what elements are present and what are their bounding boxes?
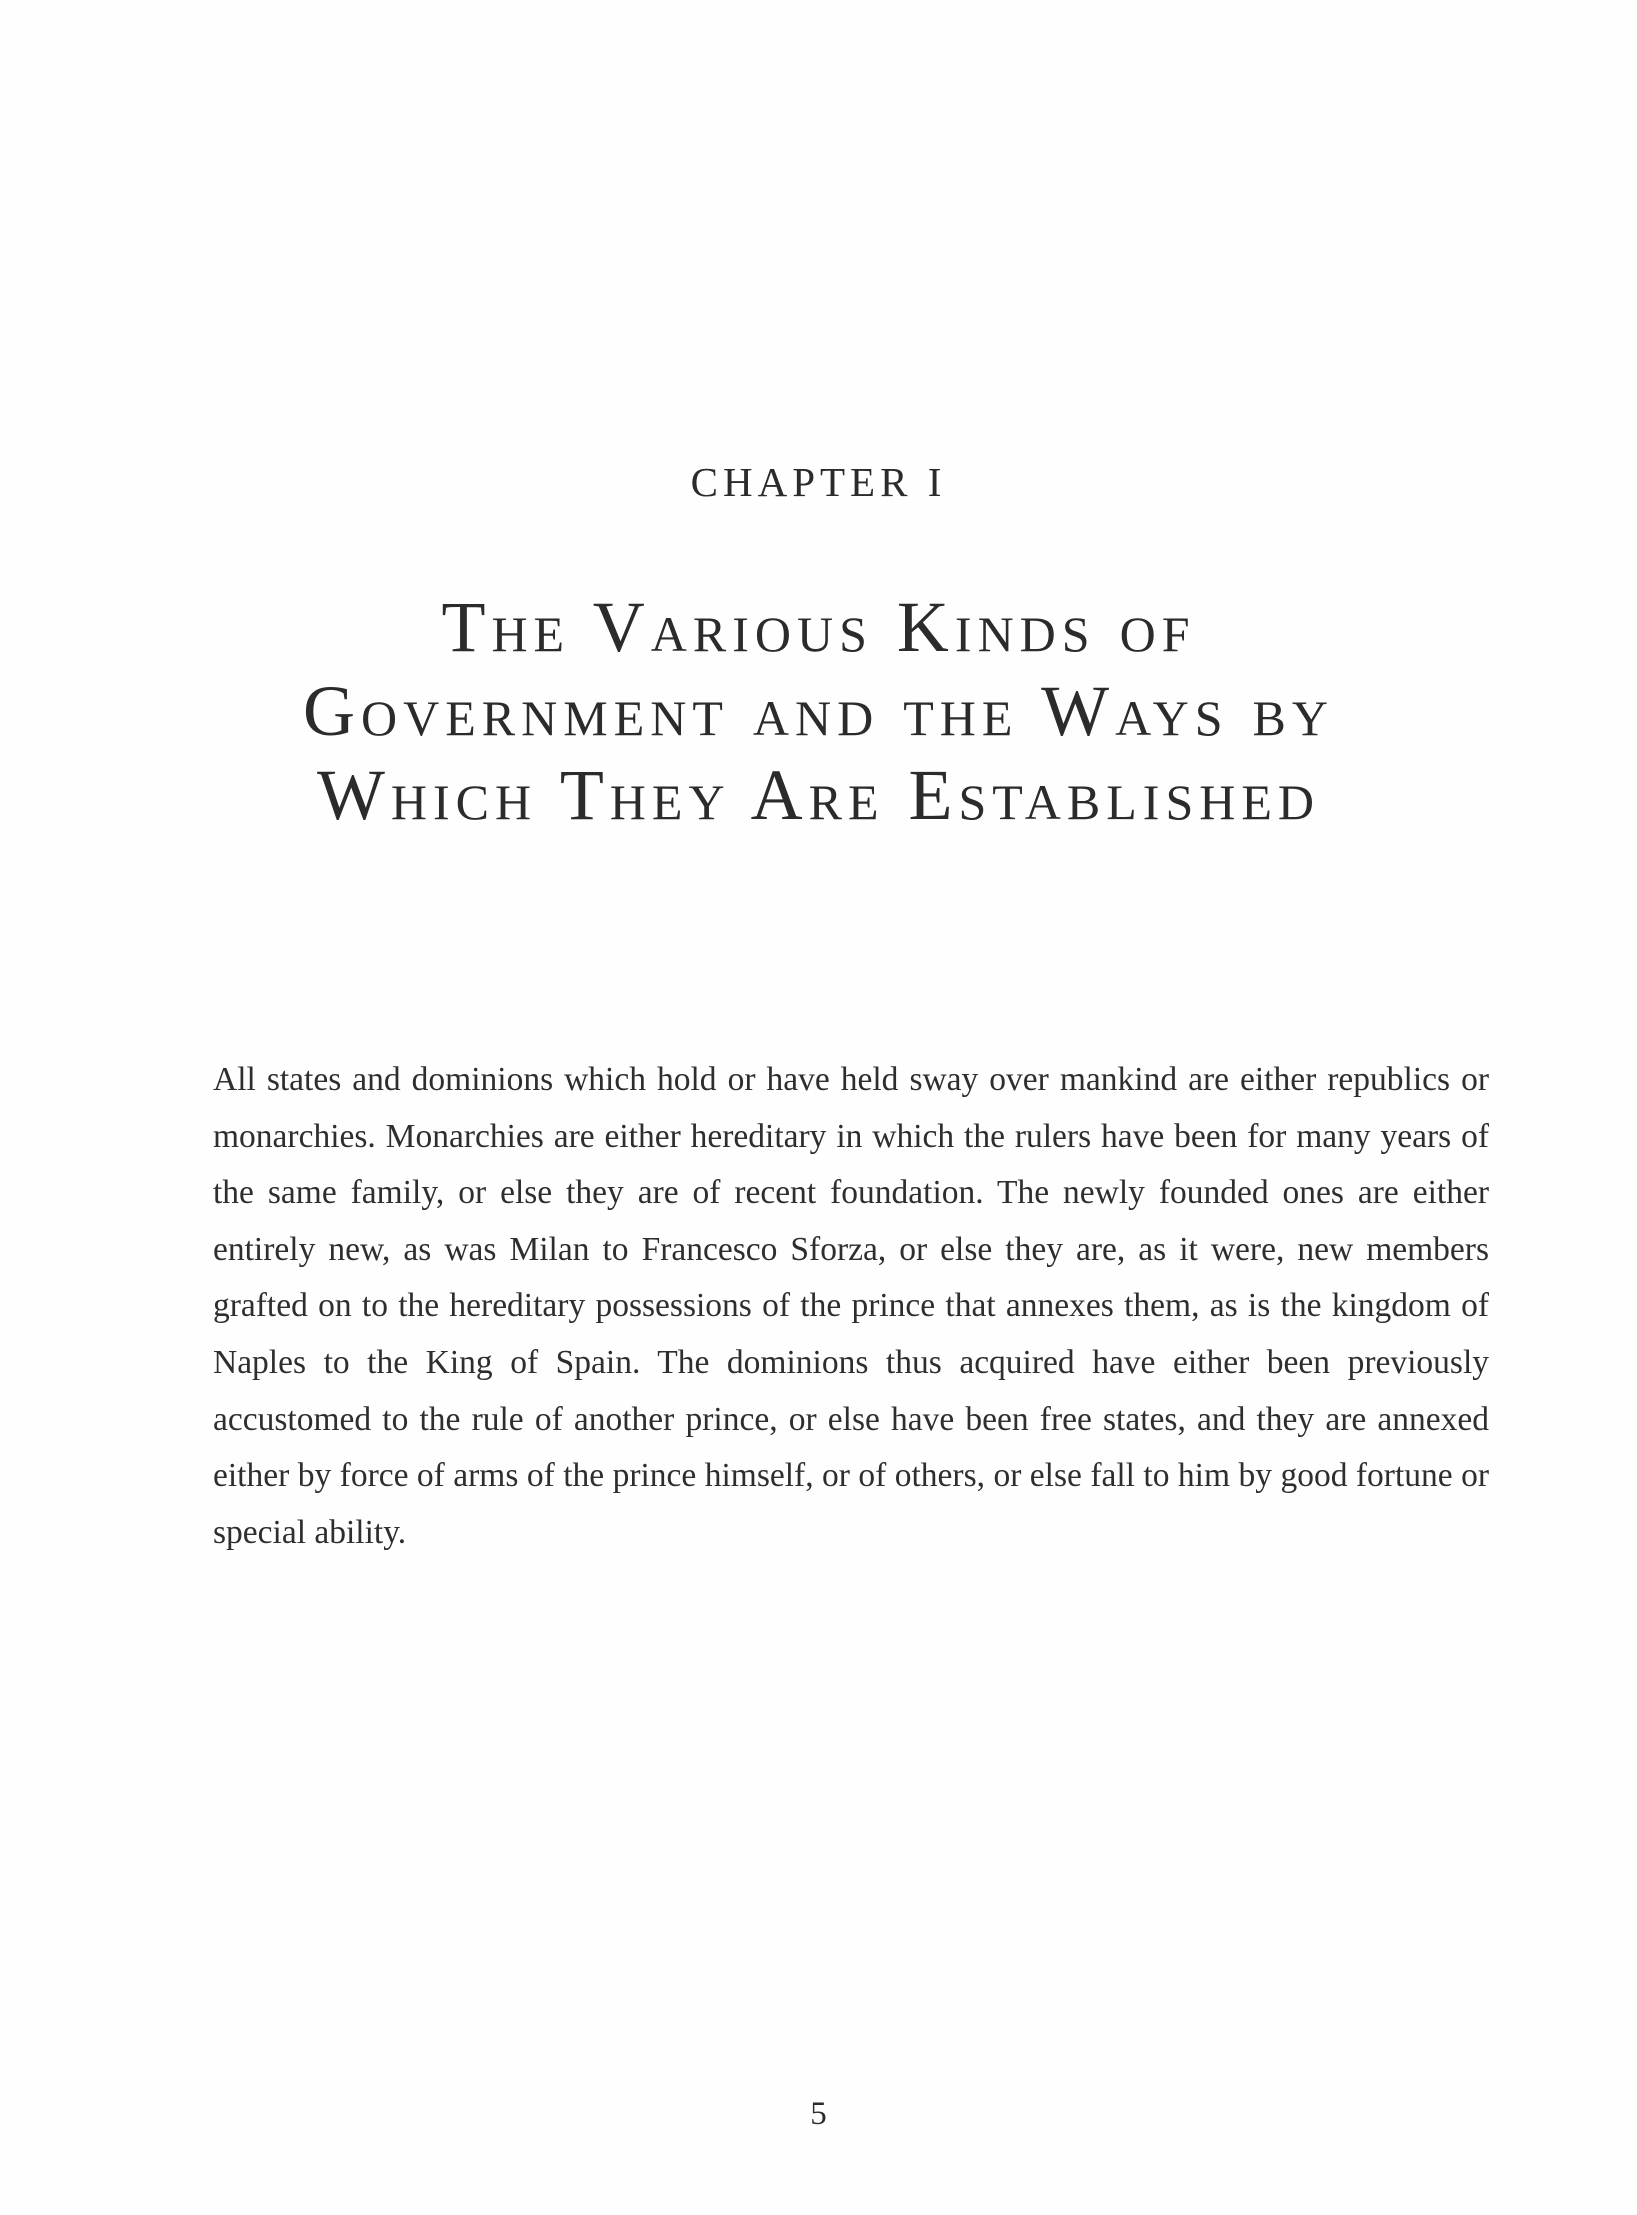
chapter-title [0,585,1637,837]
chapter-title-line: Government and the Ways by [303,671,1334,751]
page-number: 5 [810,2096,827,2132]
body-paragraph: All states and dominions which hold or have held sway over mankind are either republics or monarchies. Monarchies are either hereditary in which the rulers have been for many years of the same family, or else they are of recent foundation. The newly founded ones are either entirely new, as was Milan to Francesco Sforza, or else they are, as it were, new members grafted on to the hereditary possessions of the prince that annexes them, as is the kingdom of Naples to the King of Spain. The dominions thus acquired have either been previously accustomed to the rule of another prince, or else have been free states, and they are annexed either by force of arms of the prince himself, or of others, or else fall to him by good fortune or special ability. [213,1061,1489,1551]
chapter-title-line: Which They Are Established [316,755,1321,835]
chapter-title-line: The Various Kinds of [441,587,1196,667]
chapter-label: CHAPTER I [690,459,947,505]
